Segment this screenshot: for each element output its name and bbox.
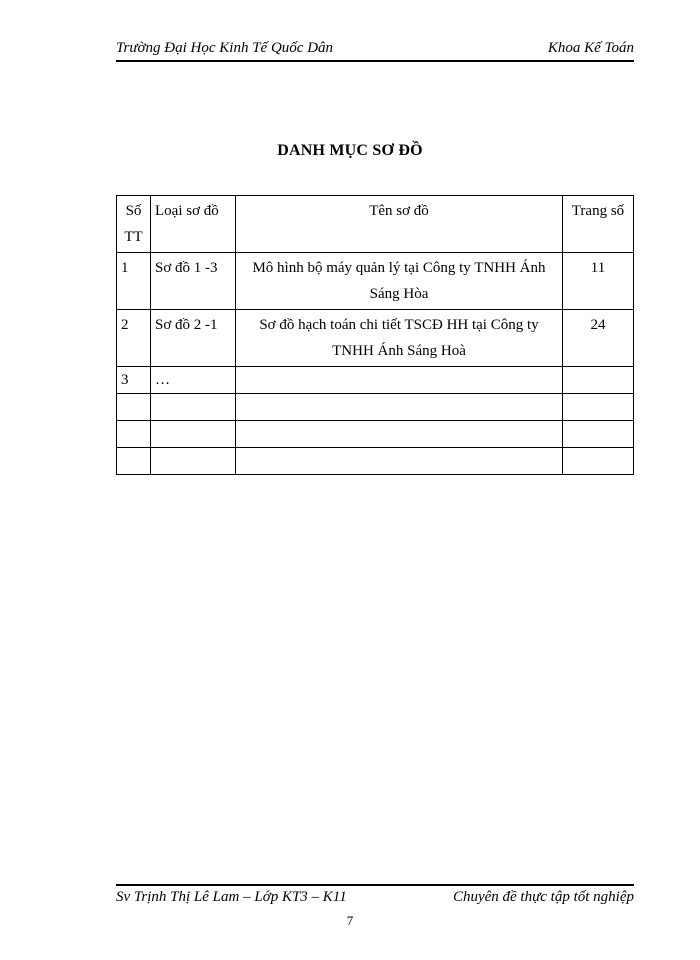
footer-author: Sv Trịnh Thị Lê Lam – Lớp KT3 – K11 <box>116 889 347 905</box>
header-faculty: Khoa Kế Toán <box>547 40 634 56</box>
cell-type <box>151 394 236 421</box>
cell-page: 11 <box>563 253 634 310</box>
cell-no <box>117 421 151 448</box>
cell-page <box>563 367 634 394</box>
header-university: Trường Đại Học Kinh Tế Quốc Dân <box>116 40 334 56</box>
page-title: DANH MỤC SƠ ĐỒ <box>277 142 423 159</box>
cell-no: 2 <box>117 310 151 367</box>
table-row <box>117 448 634 475</box>
header-page: Trang số <box>563 196 634 253</box>
table-row <box>117 394 634 421</box>
table-header-row <box>117 196 634 253</box>
table-row <box>117 421 634 448</box>
cell-no: 3 <box>117 367 151 394</box>
page-footer <box>116 884 634 906</box>
diagram-list-table <box>116 195 634 475</box>
cell-type: … <box>151 367 236 394</box>
cell-no: 1 <box>117 253 151 310</box>
header-type: Loại sơ đồ <box>151 196 236 253</box>
cell-name: Mô hình bộ máy quản lý tại Công ty TNHH Ánh Sáng Hòa <box>236 253 563 310</box>
cell-name <box>236 367 563 394</box>
cell-type: Sơ đồ 1 -3 <box>151 253 236 310</box>
cell-name <box>236 421 563 448</box>
cell-type <box>151 448 236 475</box>
table-row <box>117 253 634 310</box>
cell-page <box>563 448 634 475</box>
cell-page <box>563 421 634 448</box>
page-header <box>116 38 634 62</box>
table-row <box>117 310 634 367</box>
cell-type <box>151 421 236 448</box>
cell-type: Sơ đồ 2 -1 <box>151 310 236 367</box>
cell-name: Sơ đồ hạch toán chi tiết TSCĐ HH tại Công ty TNHH Ánh Sáng Hoà <box>236 310 563 367</box>
header-name: Tên sơ đồ <box>236 196 563 253</box>
cell-name <box>236 394 563 421</box>
cell-no <box>117 394 151 421</box>
cell-page <box>563 394 634 421</box>
page-number: 7 <box>346 913 354 928</box>
table-row <box>117 367 634 394</box>
header-no: Số TT <box>117 196 151 253</box>
cell-name <box>236 448 563 475</box>
cell-no <box>117 448 151 475</box>
footer-report-title: Chuyên đề thực tập tốt nghiệp <box>452 889 634 905</box>
cell-page: 24 <box>563 310 634 367</box>
